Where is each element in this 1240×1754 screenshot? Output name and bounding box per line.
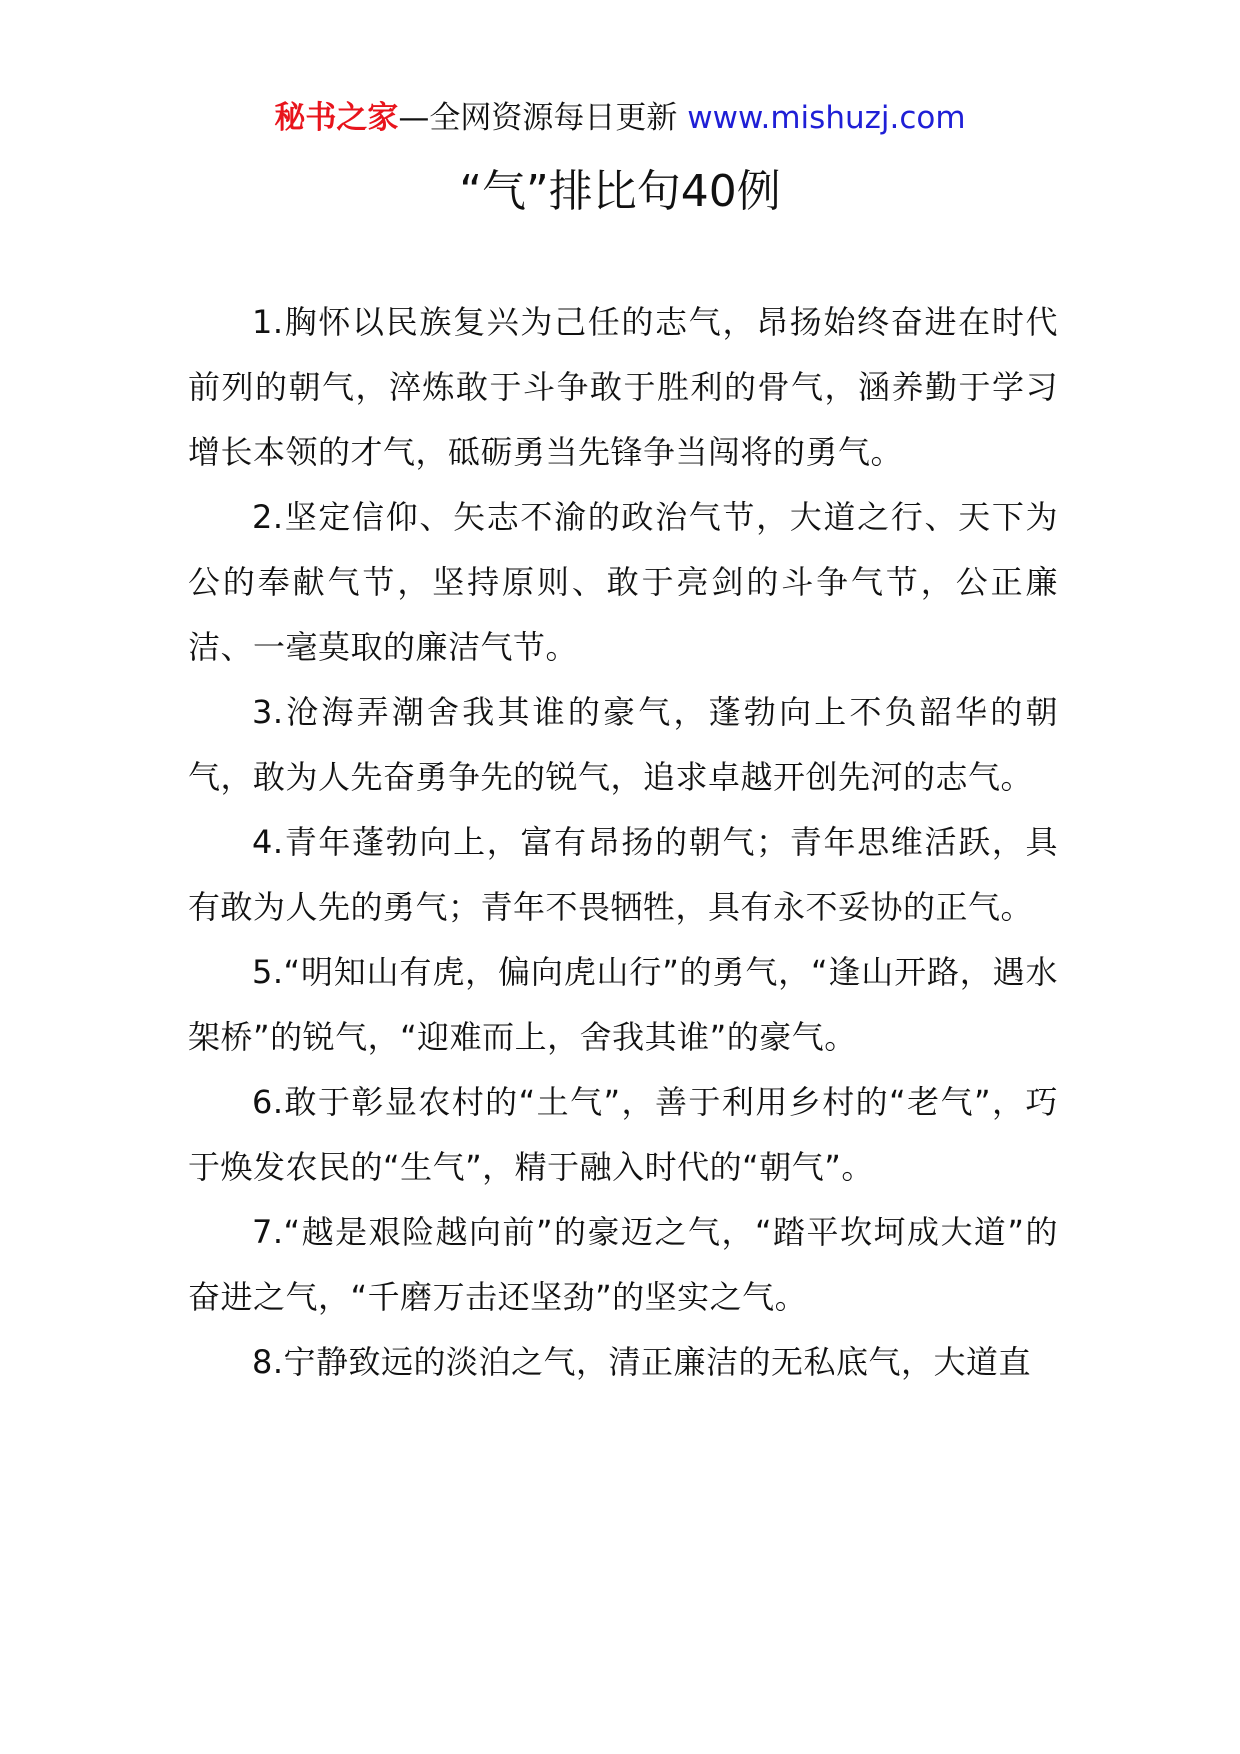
document-body [188, 290, 1058, 1710]
paragraph-6: 6.敢于彰显农村的“土气”，善于利用乡村的“老气”，巧于焕发农民的“生气”，精于融入时代的“朝气”。 [188, 1083, 1058, 1186]
site-slogan: —全网资源每日更新 [398, 100, 678, 136]
brand-name: 秘书之家 [274, 100, 399, 136]
paragraph-7: 7.“越是艰险越向前”的豪迈之气，“踏平坎坷成大道”的奋进之气，“千磨万击还坚劲”的坚实之气。 [188, 1213, 1058, 1316]
paragraph-4: 4.青年蓬勃向上，富有昂扬的朝气；青年思维活跃，具有敢为人先的勇气；青年不畏牺牲，具有永不妥协的正气。 [188, 823, 1058, 926]
paragraph-1: 1.胸怀以民族复兴为己任的志气，昂扬始终奋进在时代前列的朝气，淬炼敢于斗争敢于胜利的骨气，涵养勤于学习增长本领的才气，砥砺勇当先锋争当闯将的勇气。 [188, 303, 1058, 471]
site-header [0, 98, 1240, 138]
document-title: “气”排比句40例 [459, 166, 781, 217]
paragraph-3: 3.沧海弄潮舍我其谁的豪气，蓬勃向上不负韶华的朝气，敢为人先奋勇争先的锐气，追求卓越开创先河的志气。 [188, 693, 1058, 796]
paragraph-2: 2.坚定信仰、矢志不渝的政治气节，大道之行、天下为公的奉献气节，坚持原则、敢于亮剑的斗争气节，公正廉洁、一毫莫取的廉洁气节。 [188, 498, 1058, 666]
paragraph-5: 5.“明知山有虎，偏向虎山行”的勇气，“逢山开路，遇水架桥”的锐气，“迎难而上，舍我其谁”的豪气。 [188, 953, 1058, 1056]
paragraph-8: 8.宁静致远的淡泊之气，清正廉洁的无私底气，大道直 [252, 1343, 1032, 1381]
site-url-link[interactable]: www.mishuzj.com [687, 100, 966, 136]
